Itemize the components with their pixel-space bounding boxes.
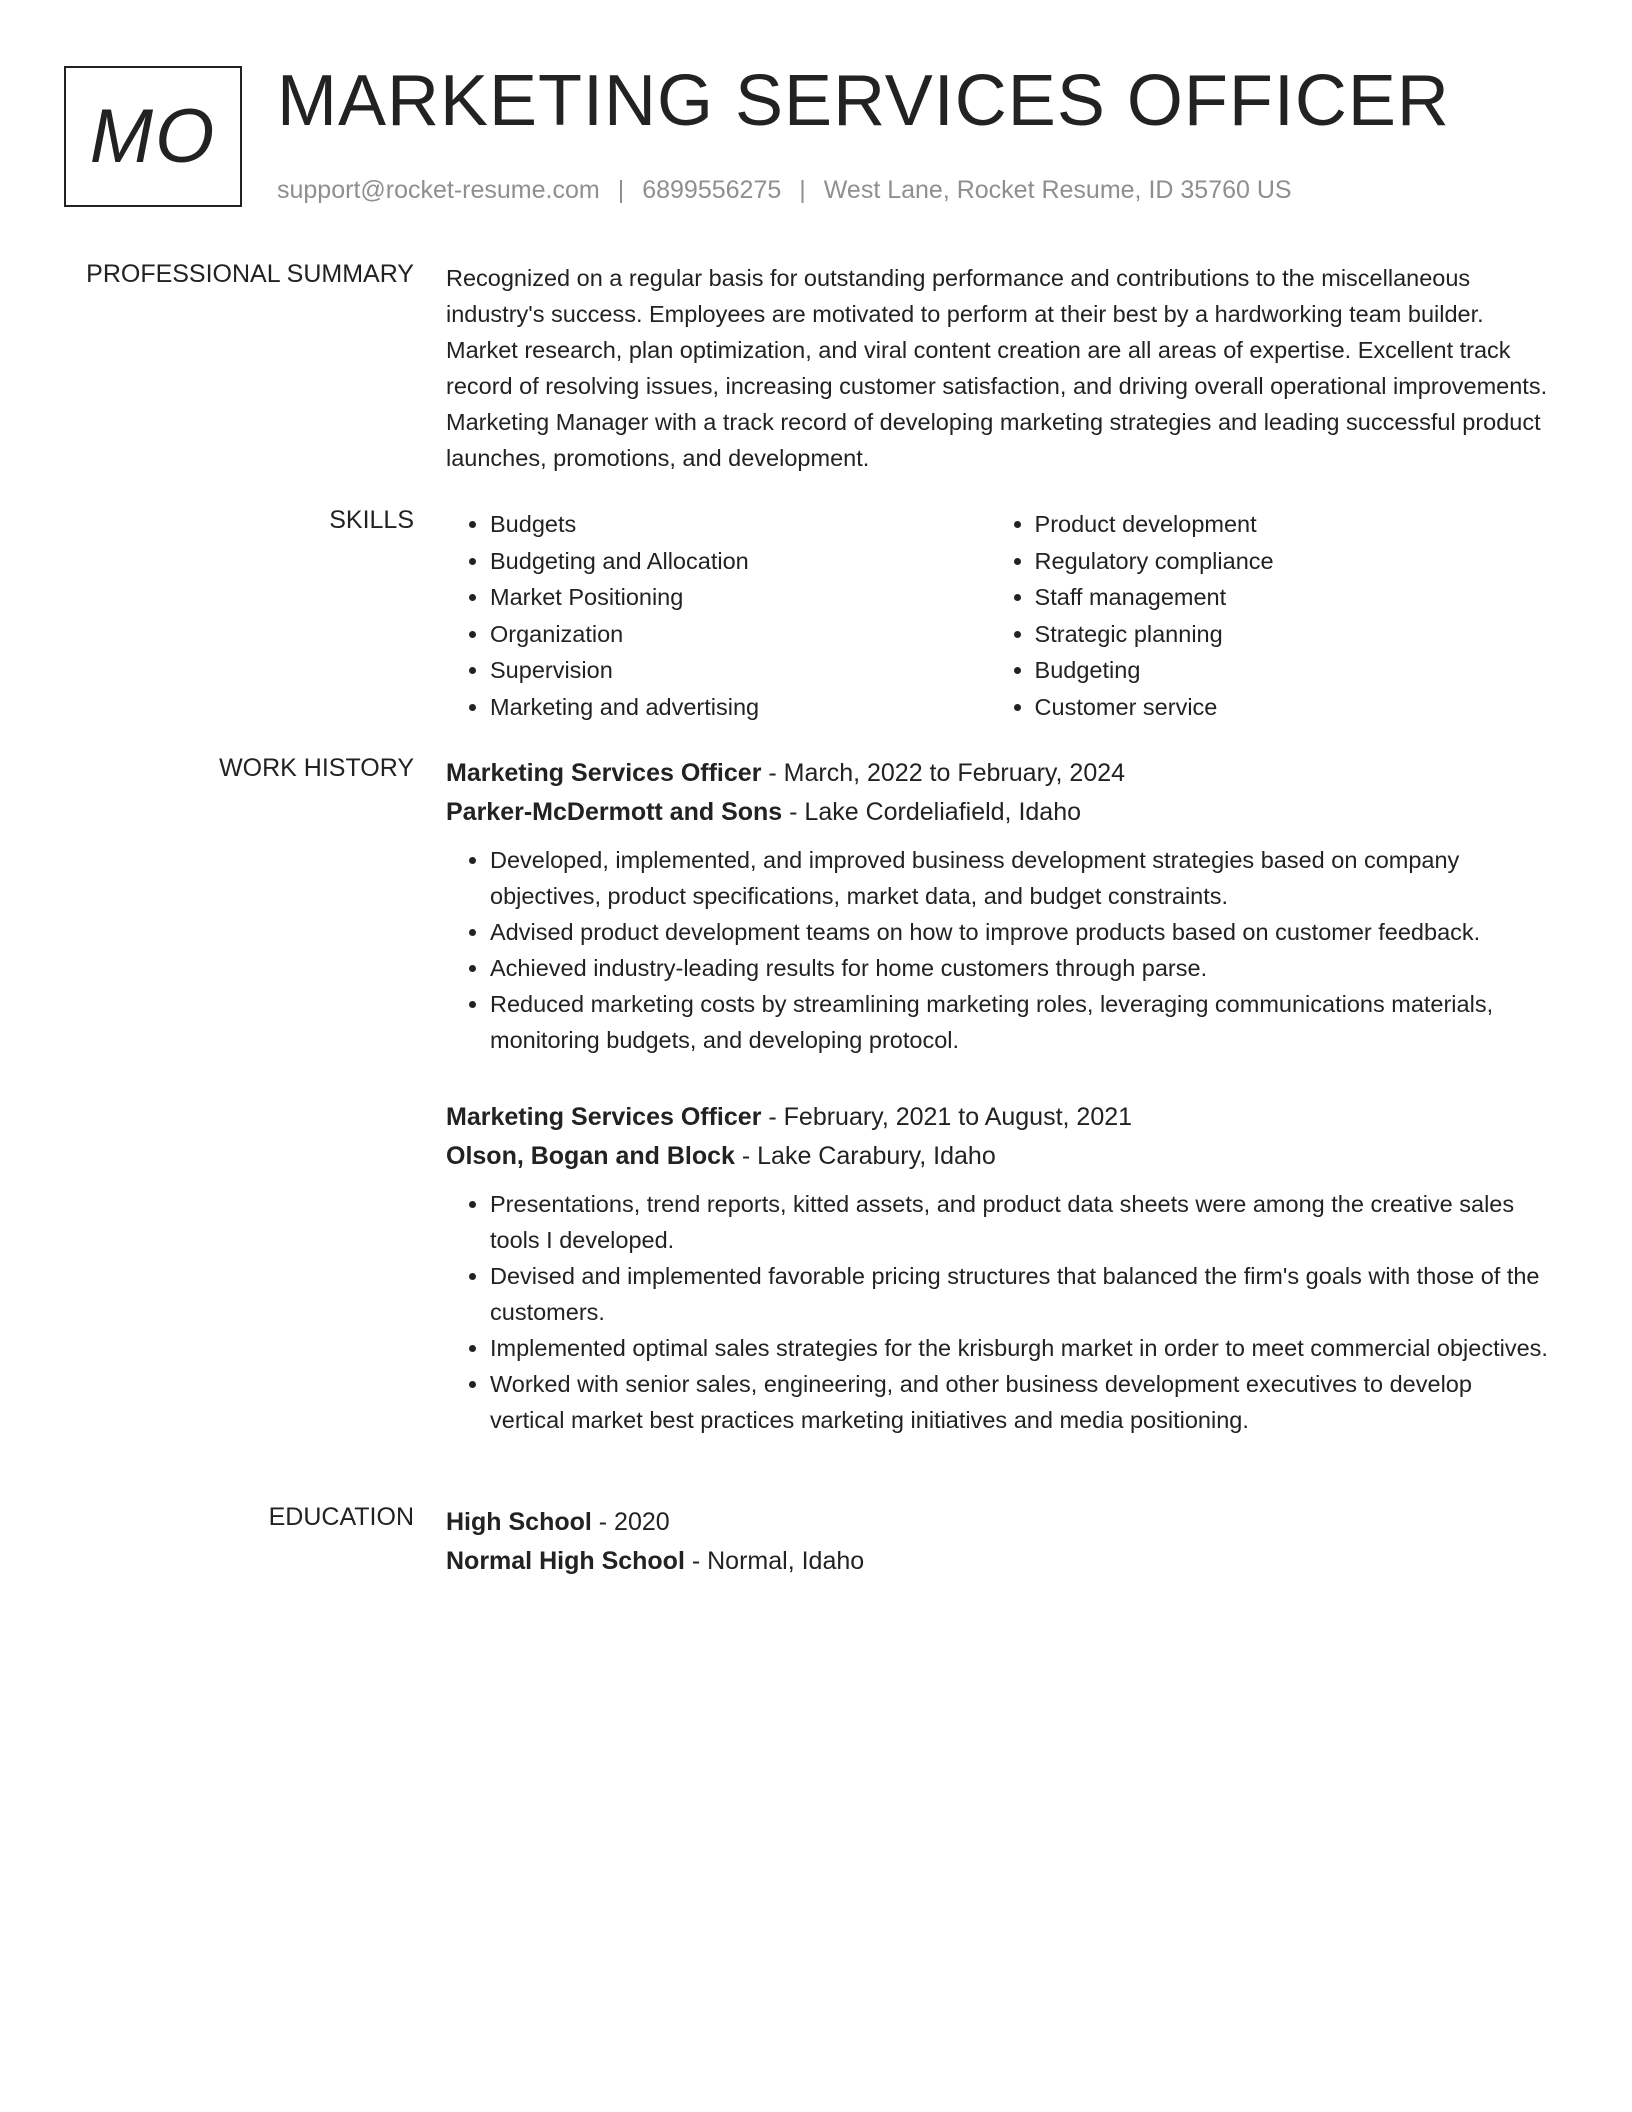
skill-item: • Regulatory compliance [1035, 543, 1552, 580]
job-location: - Lake Cordeliafield, Idaho [789, 798, 1082, 826]
section-title-skills: SKILLS [329, 506, 414, 534]
contact-phone: 6899556275 [642, 176, 782, 204]
job-dates: - February, 2021 to August, 2021 [768, 1103, 1133, 1131]
skill-item: • Strategic planning [1035, 616, 1552, 653]
resume-header [64, 61, 1572, 210]
skill-item: • Staff management [1035, 579, 1552, 616]
job-company: Parker-McDermott and Sons [446, 798, 783, 826]
job-company-line [446, 1137, 1552, 1176]
initials-monogram: MO [64, 66, 242, 207]
education-school-line [446, 1542, 1552, 1581]
skill-item: • Customer service [1035, 689, 1552, 726]
job-bullet: • Developed, implemented, and improved business development strategies based on company objectives, product specifications, market data, and budget constraints. [490, 842, 1552, 914]
education-year: - 2020 [598, 1508, 670, 1536]
education-content [446, 1503, 1552, 1581]
work-content [446, 754, 1552, 1438]
education-location: - Normal, Idaho [691, 1547, 865, 1575]
job-bullet: • Reduced marketing costs by streamlining marketing roles, leveraging communications materials, monitoring budgets, and developing protocol. [490, 986, 1552, 1058]
education-degree-line [446, 1503, 1552, 1542]
job-bullet: • Achieved industry-leading results for home customers through parse. [490, 950, 1552, 986]
skill-item: • Organization [490, 616, 991, 653]
job-bullets [446, 1186, 1552, 1438]
education-degree: High School [446, 1508, 592, 1536]
job-company: Olson, Bogan and Block [446, 1142, 735, 1170]
job-company-line [446, 793, 1552, 832]
skills-list-right [991, 506, 1552, 725]
job-role: Marketing Services Officer [446, 759, 762, 787]
skill-item: • Budgeting and Allocation [490, 543, 991, 580]
section-title-education: EDUCATION [268, 1503, 414, 1531]
job-entry [446, 1098, 1552, 1438]
job-bullet: • Advised product development teams on how to improve products based on customer feedback. [490, 914, 1552, 950]
job-role: Marketing Services Officer [446, 1103, 762, 1131]
skill-item: • Product development [1035, 506, 1552, 543]
contact-address: West Lane, Rocket Resume, ID 35760 US [823, 176, 1292, 204]
summary-text: Recognized on a regular basis for outstanding performance and contributions to the miscellaneous industry's success. Employees are motivated to perform at their best by a hardworking team builder. Market research, plan optimization, and viral content creation are all areas of expertise. Excellent track record of resolving issues, increasing customer satisfaction, and driving overall operational improvements. Marketing Manager with a track record of developing marketing strategies and leading successful product launches, promotions, and development. [446, 265, 1548, 471]
skill-item: • Marketing and advertising [490, 689, 991, 726]
job-role-line [446, 754, 1552, 793]
job-role-line [446, 1098, 1552, 1137]
skill-item: • Budgeting [1035, 652, 1552, 689]
contact-separator: | [617, 176, 625, 204]
section-title-summary: PROFESSIONAL SUMMARY [86, 260, 414, 288]
contact-separator: | [799, 176, 806, 204]
summary-content [446, 260, 1552, 476]
job-dates: - March, 2022 to February, 2024 [768, 759, 1126, 787]
section-title-work: WORK HISTORY [219, 754, 414, 782]
candidate-title: MARKETING SERVICES OFFICER [277, 61, 1450, 141]
job-bullet: • Presentations, trend reports, kitted assets, and product data sheets were among the creative sales tools I developed. [490, 1186, 1552, 1258]
job-bullets [446, 842, 1552, 1058]
job-bullet: • Implemented optimal sales strategies for the krisburgh market in order to meet commercial objectives. [490, 1330, 1552, 1366]
skill-item: • Supervision [490, 652, 991, 689]
contact-email: support@rocket-resume.com [277, 176, 600, 204]
contact-line [277, 176, 1292, 205]
skill-item: • Market Positioning [490, 579, 991, 616]
job-bullet: • Worked with senior sales, engineering, and other business development executives to develop vertical market best practices marketing initiatives and media positioning. [490, 1366, 1552, 1438]
job-bullet: • Devised and implemented favorable pricing structures that balanced the firm's goals with those of the customers. [490, 1258, 1552, 1330]
job-entry [446, 754, 1552, 1058]
skills-list-left [446, 506, 991, 725]
skill-item: • Budgets [490, 506, 991, 543]
education-school: Normal High School [446, 1547, 685, 1575]
skills-grid [446, 506, 1552, 725]
job-location: - Lake Carabury, Idaho [741, 1142, 996, 1170]
